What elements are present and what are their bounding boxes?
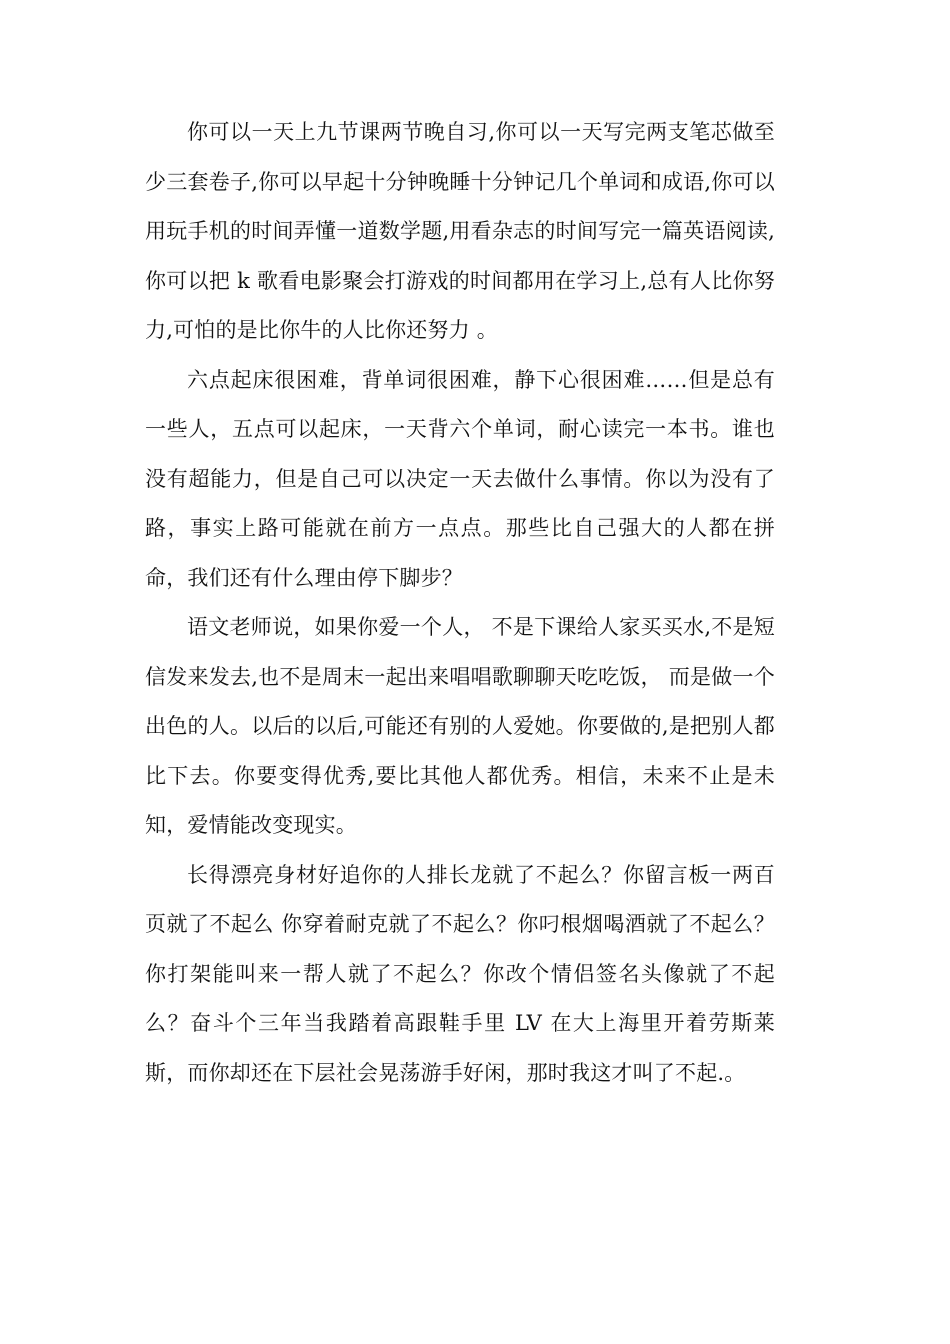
document-body xyxy=(145,108,775,1098)
paragraph-2: 六点起床很困难，背单词很困难，静下心很困难……但是总有一些人，五点可以起床，一天背六个单词，耐心读完一本书。谁也没有超能力，但是自己可以决定一天去做什么事情。你以为没有了路，事实上路可能就在前方一点点。那些比自己强大的人都在拼命，我们还有什么理由停下脚步？ xyxy=(145,367,775,590)
paragraph-1: 你可以一天上九节课两节晚自习,你可以一天写完两支笔芯做至少三套卷子,你可以早起十分钟晚睡十分钟记几个单词和成语,你可以用玩手机的时间弄懂一道数学题,用看杂志的时间写完一篇英语阅读,你可以把 k 歌看电影聚会打游戏的时间都用在学习上,总有人比你努力,可怕的是比你牛的人比你还努力 。 xyxy=(145,120,775,342)
paragraph-3: 语文老师说，如果你爱一个人， 不是下课给人家买买水,不是短信发来发去,也不是周末一起出来唱唱歌聊聊天吃吃饭， 而是做一个出色的人。以后的以后,可能还有别的人爱她。你要做的,是把别人都比下去。你要变得优秀,要比其他人都优秀。相信，未来不止是未知，爱情能改变现实。 xyxy=(145,615,775,837)
paragraph-4: 长得漂亮身材好追你的人排长龙就了不起么？你留言板一两百页就了不起么 你穿着耐克就了不起么？你叼根烟喝酒就了不起么？你打架能叫来一帮人就了不起么？你改个情侣签名头像就了不起么？奋斗个三年当我踏着高跟鞋手里 LV 在大上海里开着劳斯莱斯，而你却还在下层社会晃荡游手好闲，那时我这才叫了不起.。 xyxy=(145,862,775,1085)
